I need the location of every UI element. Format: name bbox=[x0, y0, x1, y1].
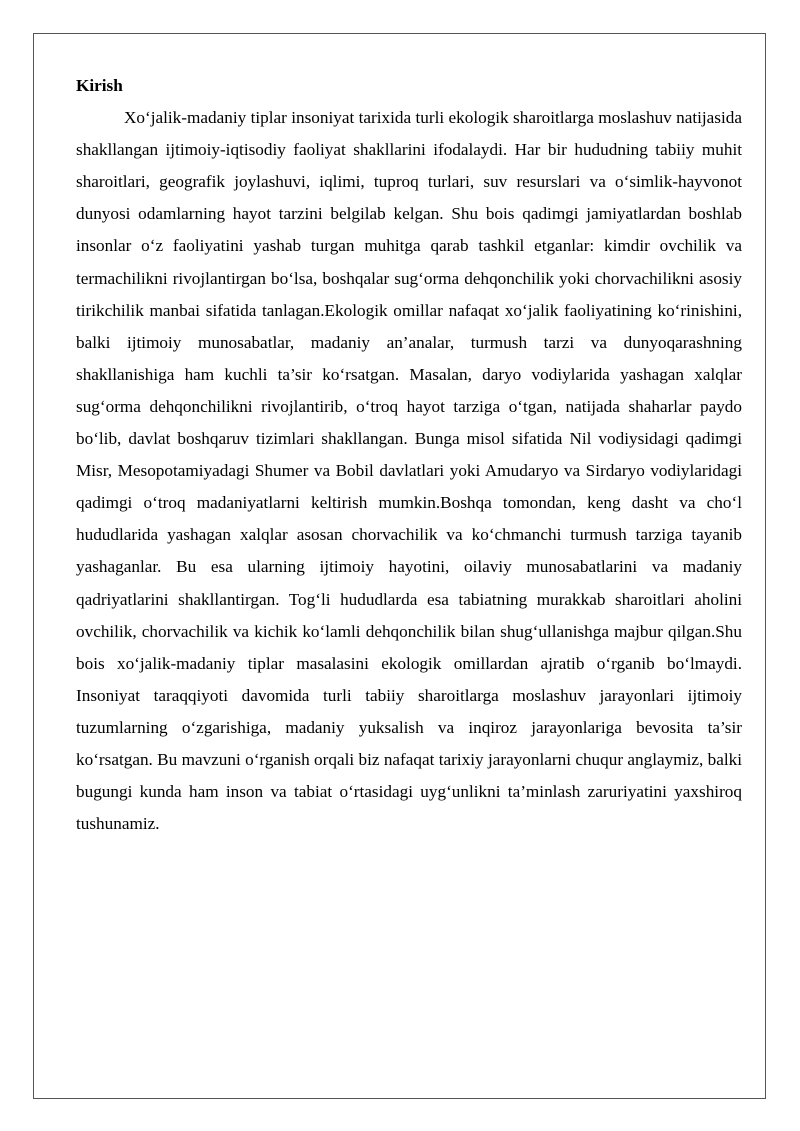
body-paragraph: Xo‘jalik-madaniy tiplar insoniyat tarixida turli ekologik sharoitlarga moslashuv natijasida shakllangan ijtimoiy-iqtisodiy faoliyat shakllarini ifodalaydi. Har bir hududning tabiiy muhit sharoitlari, geografik joylashuvi, iqlimi, tuproq turlari, suv resurslari va o‘simlik-hayvonot dunyosi odamlarning hayot tarzini belgilab kelgan. Shu bois qadimgi jamiyatlardan boshlab insonlar o‘z faoliyatini yashab turgan muhitga qarab tashkil etganlar: kimdir ovchilik va termachilikni rivojlantirgan bo‘lsa, boshqalar sug‘orma dehqonchilik yoki chorvachilikni asosiy tirikchilik manbai sifatida tanlagan.Ekologik omillar nafaqat xo‘jalik faoliyatining ko‘rinishini, balki ijtimoiy munosabatlar, madaniy an’analar, turmush tarzi va dunyoqarashning shakllanishiga ham kuchli ta’sir ko‘rsatgan. Masalan, daryo vodiylarida yashagan xalqlar sug‘orma dehqonchilikni rivojlantirib, o‘troq hayot tarziga o‘tgan, natijada shaharlar paydo bo‘lib, davlat boshqaruv tizimlari shakllangan. Bunga misol sifatida Nil vodiysidagi qadimgi Misr, Mesopotamiyadagi Shumer va Bobil davlatlari yoki Amudaryo va Sirdaryo vodiylaridagi qadimgi o‘troq madaniyatlarni keltirish mumkin.Boshqa tomondan, keng dasht va cho‘l hududlarida yashagan xalqlar asosan chorvachilik va ko‘chmanchi turmush tarziga tayanib yashaganlar. Bu esa ularning ijtimoiy hayotini, oilaviy munosabatlarini va madaniy qadriyatlarini shakllantirgan. Tog‘li hududlarda esa tabiatning murakkab sharoitlari aholini ovchilik, chorvachilik va kichik ko‘lamli dehqonchilik bilan shug‘ullanishga majbur qilgan.Shu bois xo‘jalik-madaniy tiplar masalasini ekologik omillardan ajratib o‘rganib bo‘lmaydi. Insoniyat taraqqiyoti davomida turli tabiiy sharoitlarga moslashuv jarayonlari ijtimoiy tuzumlarning o‘zgarishiga, madaniy yuksalish va inqiroz jarayonlariga bevosita ta’sir ko‘rsatgan. Bu mavzuni o‘rganish orqali biz nafaqat tarixiy jarayonlarni chuqur anglaymiz, balki bugungi kunda ham inson va tabiat o‘rtasidagi uyg‘unlikni ta’minlash zaruriyatini yaxshiroq tushunamiz. bbox=[76, 108, 742, 834]
document-body bbox=[76, 70, 742, 840]
section-heading: Kirish bbox=[76, 76, 123, 95]
